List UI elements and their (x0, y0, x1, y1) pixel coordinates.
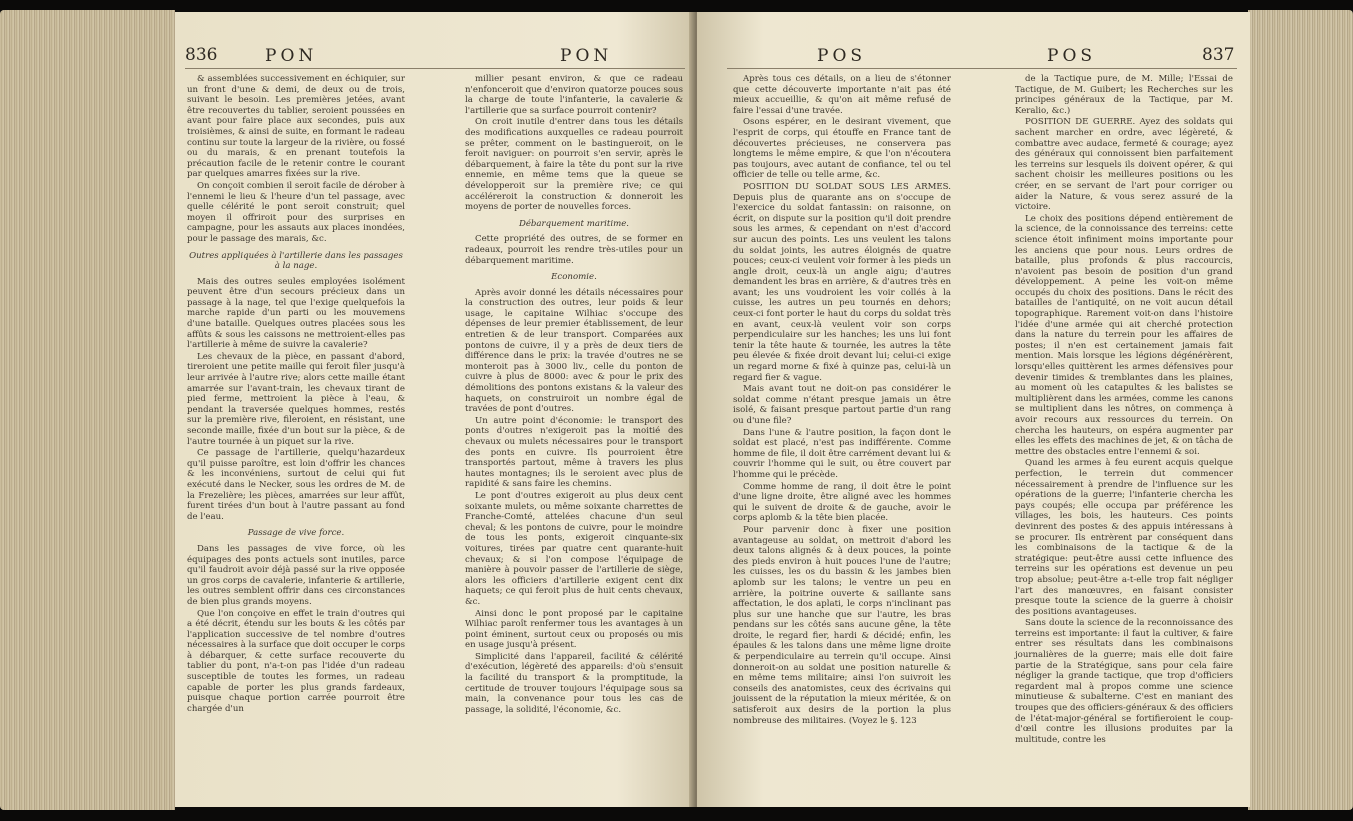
paragraph: POSITION DE GUERRE. Ayez des soldats qui sachent marcher en ordre, avec légèreté, & combattre avec audace, fermeté & courage; ayez des généraux qui connoissent bien parfaitement les terreins sur lesquels ils doivent opérer, & qui sachent choisir les meilleures positions ou les créer, en se servant de l'art pour corriger ou aider la Nature, & vous serez assuré de la victoire. (1015, 117, 1233, 213)
right-running-head-1: POS (817, 46, 867, 66)
paragraph: Après tous ces détails, on a lieu de s'étonner que cette découverte importante n'ait pas été mieux accueillie, & qu'on ait même refusé de faire l'essai d'une travée. (733, 74, 951, 116)
paragraph: Les chevaux de la pièce, en passant d'abord, tireroient une petite maille qui feroit filer jusqu'à leur arrivée à l'autre rive; alors cette maille étant amarrée sur l'avant-train, les chevaux tirant de pied ferme, mettroient la pièce à l'eau, & pendant la traversée quelques hommes, restés sur la première rive, fileroient, en résistant, une seconde maille, fixée d'un bout sur la pièce, & de l'autre tournée à un piquet sur la rive. (187, 351, 405, 447)
paragraph: millier pesant environ, & que ce radeau n'enfonceroit que d'environ quatorze pouces sous la charge de toute l'infanterie, la cavalerie & l'artillerie que sa surface pourroit contenir? (465, 74, 683, 116)
left-page-number: 836 (185, 45, 218, 65)
section-heading: Passage de vive force. (247, 528, 345, 539)
paragraph: Dans l'une & l'autre position, la façon dont le soldat est placé, n'est pas indifférente. Comme homme de file, il doit être carrément devant lui & couvrir l'homme qui le suit, ou être couvert par l'homme qui le précède. (733, 427, 951, 480)
paragraph: de la Tactique pure, de M. Mille; l'Essai de Tactique, de M. Guibert; les Recherches sur les principes généraux de la Tactique, par M. Keralio, &c.) (1015, 74, 1233, 116)
section-heading: Outres appliquées à l'artillerie dans les passages à la nage. (189, 250, 403, 272)
section-heading: Economie. (551, 272, 597, 283)
paragraph: Ainsi donc le pont proposé par le capitaine Wilhiac paroît renfermer tous les avantages à un point éminent, surtout ceux ou proposés ou mis en usage jusqu'à présent. (465, 608, 683, 651)
paragraph: Quand les armes à feu eurent acquis quelque perfection, le terrein dut commencer nécessairement à prendre de l'influence sur les opérations de la guerre; l'infanterie chercha les pays coupés; elle occupa par préférence les villages, les bois, les hauteurs. Ces points devinrent des postes & des appuis intéressans à se procurer. Ils entrèrent par conséquent dans les combinaisons de la tactique & de la stratégique: peut-être aussi cette influence des terreins sur les opérations est devenue un peu trop absolue; peut-être a-t-elle trop fait négliger l'art des manœuvres, en faisant consister presque toute la science de la guerre à choisir des positions avantageuses. (1015, 458, 1233, 617)
left-running-head-2: PON (560, 46, 613, 66)
paragraph: Que l'on conçoive en effet le train d'outres qui a été décrit, étendu sur les bouts & les côtés par l'application successive de tel nombre d'outres nécessaires à la surface que doit occuper le corps à débarquer, & cette surface recouverte du tablier du pont, n'a-t-on pas l'idée d'un radeau susceptible de toutes les formes, un radeau capable de porter les plus grands fardeaux, puisque chaque portion carrée pourroit être chargée d'un (187, 608, 405, 714)
paragraph: Cette propriété des outres, de se former en radeaux, pourroit les rendre très-utiles pour un débarquement maritime. (465, 234, 683, 266)
paragraph: Simplicité dans l'appareil, facilité & célérité d'exécution, légèreté des appareils: d'où s'ensuit la facilité du transport & la promptitude, la certitude de trouver toujours l'équipage sous sa main, la convenance pour tous les cas de passage, la solidité, l'économie, &c. (465, 651, 683, 715)
paragraph: Le choix des positions dépend entièrement de la science, de la connoissance des terreins: cette science étoit infiniment moins importante pour les anciens que pour nous. Leurs ordres de bataille, plus profonds & plus raccourcis, n'avoient pas besoin de position d'un grand développement. A peine les voit-on même occupés du choix des positions. Dans le récit des batailles de l'antiquité, on ne voit aucun détail topographique. Rarement voit-on dans l'histoire l'idée d'une armée qui ait cherché protection dans la nature du terrein pour les affaires de postes; il n'en est certainement jamais fait mention. Mais lorsque les légions dégénérèrent, lorsqu'elles quittèrent les armes défensives pour devenir timides & tremblantes dans les plaines, au moment où les catapultes & les balistes se multiplièrent dans les armées, comme les canons se multiplient dans les nôtres, on commença à avoir recours aux ressources du terrein. On chercha les hauteurs, on espéra augmenter par elles les effets des machines de jet, & on tâcha de mettre des obstacles entre l'ennemi & soi. (1015, 213, 1233, 457)
paragraph: Pour parvenir donc à fixer une position avantageuse au soldat, on mettroit d'abord les deux talons alignés & à deux pouces, la pointe des pieds environ à huit pouces l'une de l'autre; les cuisses, les os du bassin & les jambes bien aplomb sur les talons; le ventre un peu en arrière, la poitrine ouverte & saillante sans affectation, le dos aplati, le corps n'inclinant pas plus sur une hanche que sur l'autre, les bras pendans sur les côtés sans aucune gêne, la tête droite, le regard fier, hardi & décidé; enfin, les épaules & les talons dans une même ligne droite & perpendiculaire au terrein qu'il occupe. Ainsi donneroit-on au soldat une position naturelle & en même tems militaire; ainsi l'on suivroit les conseils des anatomistes, ceux des écrivains qui jouissent de la réputation la mieux méritée, & on satisferoit aux desirs de la portion la plus nombreuse des militaires. (Voyez le §. 123 (733, 524, 951, 726)
header-rule (185, 68, 685, 69)
right-page-edges (1248, 10, 1353, 810)
paragraph: Ce passage de l'artillerie, quelqu'hazardeux qu'il puisse paroître, est loin d'offrir les chances & les inconvéniens, surtout de celui qui fut exécuté dans le Necker, sous les ordres de M. de la Frezelière; les pièces, amarrées sur leur affût, furent tirées d'un bout à l'autre passant au fond de l'eau. (187, 448, 405, 522)
paragraph: Le pont d'outres exigeroit au plus deux cent soixante mulets, ou même soixante charrettes de Franche-Comté, attelées chacune d'un seul cheval; & les pontons de cuivre, pour le moindre de tous les ponts, exigeroit cinquante-six voitures, tirées par quatre cent quarante-huit chevaux; & si l'on compose l'équipage de manière à pouvoir passer de l'artillerie de siège, alors les officiers d'artillerie exigent cent dix haquets; ce qui feroit plus de huit cents chevaux, &c. (465, 490, 683, 607)
paragraph: Un autre point d'économie: le transport des ponts d'outres n'exigeroit pas la moitié des chevaux ou mulets nécessaires pour le transport des ponts en cuivre. Ils pourroient être transportés partout, même à travers les plus hautes montagnes; ils le seroient avec plus de rapidité & sans faire les chemins. (465, 415, 683, 490)
header-rule (727, 68, 1237, 69)
left-page-column-2 (465, 74, 683, 716)
paragraph: On croit inutile d'entrer dans tous les détails des modifications auxquelles ce radeau pourroit se prêter, comment on le bastingueroit, on le feroit naviguer: on pourroit s'en servir, après le débarquement, à faire la tête du pont sur la rive ennemie, en même tems que la queue se développeroit sur la première rive; ce qui accéléreroit la construction & donneroit les moyens de porter de nouvelles forces. (465, 117, 683, 213)
paragraph: On conçoit combien il seroit facile de dérober à l'ennemi le lieu & l'heure d'un tel passage, avec quelle célérité le pont seroit construit; quel moyen il offriroit pour des surprises en campagne, pour les assauts aux places inondées, pour le passage des marais, &c. (187, 180, 405, 244)
right-page (697, 12, 1250, 807)
paragraph: Comme homme de rang, il doit être le point d'une ligne droite, être aligné avec les hommes qui le suivent de droite & de gauche, avoir le corps aplomb & la tête bien placée. (733, 481, 951, 524)
left-page-column-1 (187, 74, 405, 715)
paragraph: Après avoir donné les détails nécessaires pour la construction des outres, leur poids & leur usage, le capitaine Wilhiac s'occupe des dépenses de leur premier établissement, de leur entretien & de leur transport. Comparées aux pontons de cuivre, il y a près de deux tiers de différence dans le prix: la travée d'outres ne se monteroit pas à 3000 liv., celle du ponton de cuivre à plus de 8000: avec & pour le prix des démolitions des pontons existans & la valeur des haquets, on construiroit un nombre égal de travées de pont d'outres. (465, 287, 683, 415)
right-running-head-2: POS (1047, 46, 1097, 66)
paragraph: Dans les passages de vive force, où les équipages des ponts actuels sont inutiles, parce qu'il faudroit avoir déjà passé sur la rive opposée un gros corps de cavalerie, infanterie & artillerie, les outres semblent offrir dans ces circonstances de bien plus grands moyens. (187, 543, 405, 607)
paragraph: Osons espérer, en le desirant vivement, que l'esprit de corps, qui étouffe en France tant de découvertes précieuses, ne conservera pas longtems le même empire, & que l'on n'écoutera pas toujours, avec autant de confiance, tel ou tel officier de telle ou telle arme, &c. (733, 117, 951, 181)
paragraph: Sans doute la science de la reconnoissance des terreins est importante: il faut la cultiver, & faire entrer ses résultats dans les combinaisons journalières de la guerre; mais elle doit faire partie de la Stratégique, sans pour cela faire négliger la grande tactique, que trop d'officiers regardent mal à propos comme une science minutieuse & subalterne. C'est en maniant des troupes que des officiers-généraux & des officiers de l'état-major-général se fortifieroient le coup-d'œil contre les illusions produites par la multitude, contre les (1015, 618, 1233, 745)
left-page-edges (0, 10, 175, 810)
paragraph: Mais avant tout ne doit-on pas considérer le soldat comme n'étant presque jamais un être isolé, & faisant presque partout partie d'un rang ou d'une file? (733, 384, 951, 426)
left-running-head-1: PON (265, 46, 318, 66)
right-page-column-2 (1015, 74, 1233, 746)
right-page-column-1 (733, 74, 951, 727)
section-heading: Débarquement maritime. (518, 218, 630, 229)
paragraph: POSITION DU SOLDAT SOUS LES ARMES. Depuis plus de quarante ans on s'occupe de l'exercice du soldat fantassin: on raisonne, on écrit, on dispute sur la position qu'il doit prendre sous les armes, & cependant on n'est d'accord sur aucun des points. Les uns veulent les talons du soldat joints, les autres éloignés de quatre pouces; ceux-ci veulent voir former à les pieds un angle droit, ceux-là un angle aigu; d'autres demandent les bras en arrière, & d'autres très en avant; les uns voudroient les voir collés à la cuisse, les autres un peu tournés en dehors; ceux-ci font porter le haut du corps du soldat très en avant, ceux-là veulent voir son corps perpendiculaire sur les hanches; les uns lui font tenir la tête haute & tournée, les autres la tête peu élevée & fixée droit devant lui; celui-ci exige un regard morne & fixé à quinze pas, celui-là un regard fier & vague. (733, 181, 951, 383)
right-page-number: 837 (1202, 45, 1235, 65)
paragraph: Mais des outres seules employées isolément peuvent être d'un secours précieux dans un passage à la nage, tel que l'exige quelquefois la marche rapide d'un parti ou les mouvemens d'une bataille. Quelques outres placées sous les affûts & sous les caissons ne mettroient-elles pas l'artillerie à même de suivre la cavalerie? (187, 276, 405, 351)
left-page (175, 12, 695, 807)
paragraph: & assemblées successivement en échiquier, sur un front d'une & demi, de deux ou de trois, suivant le besoin. Les premières jetées, avant être recouvertes du tablier, seroient poussées en avant pour faire place aux secondes, puis aux troisièmes, & ainsi de suite, en formant le radeau continu sur toute la largeur de la rivière, ou fossé ou du marais, & en prenant toutefois la précaution facile de le retenir contre le courant par quelques amarres fixées sur la rive. (187, 74, 405, 180)
